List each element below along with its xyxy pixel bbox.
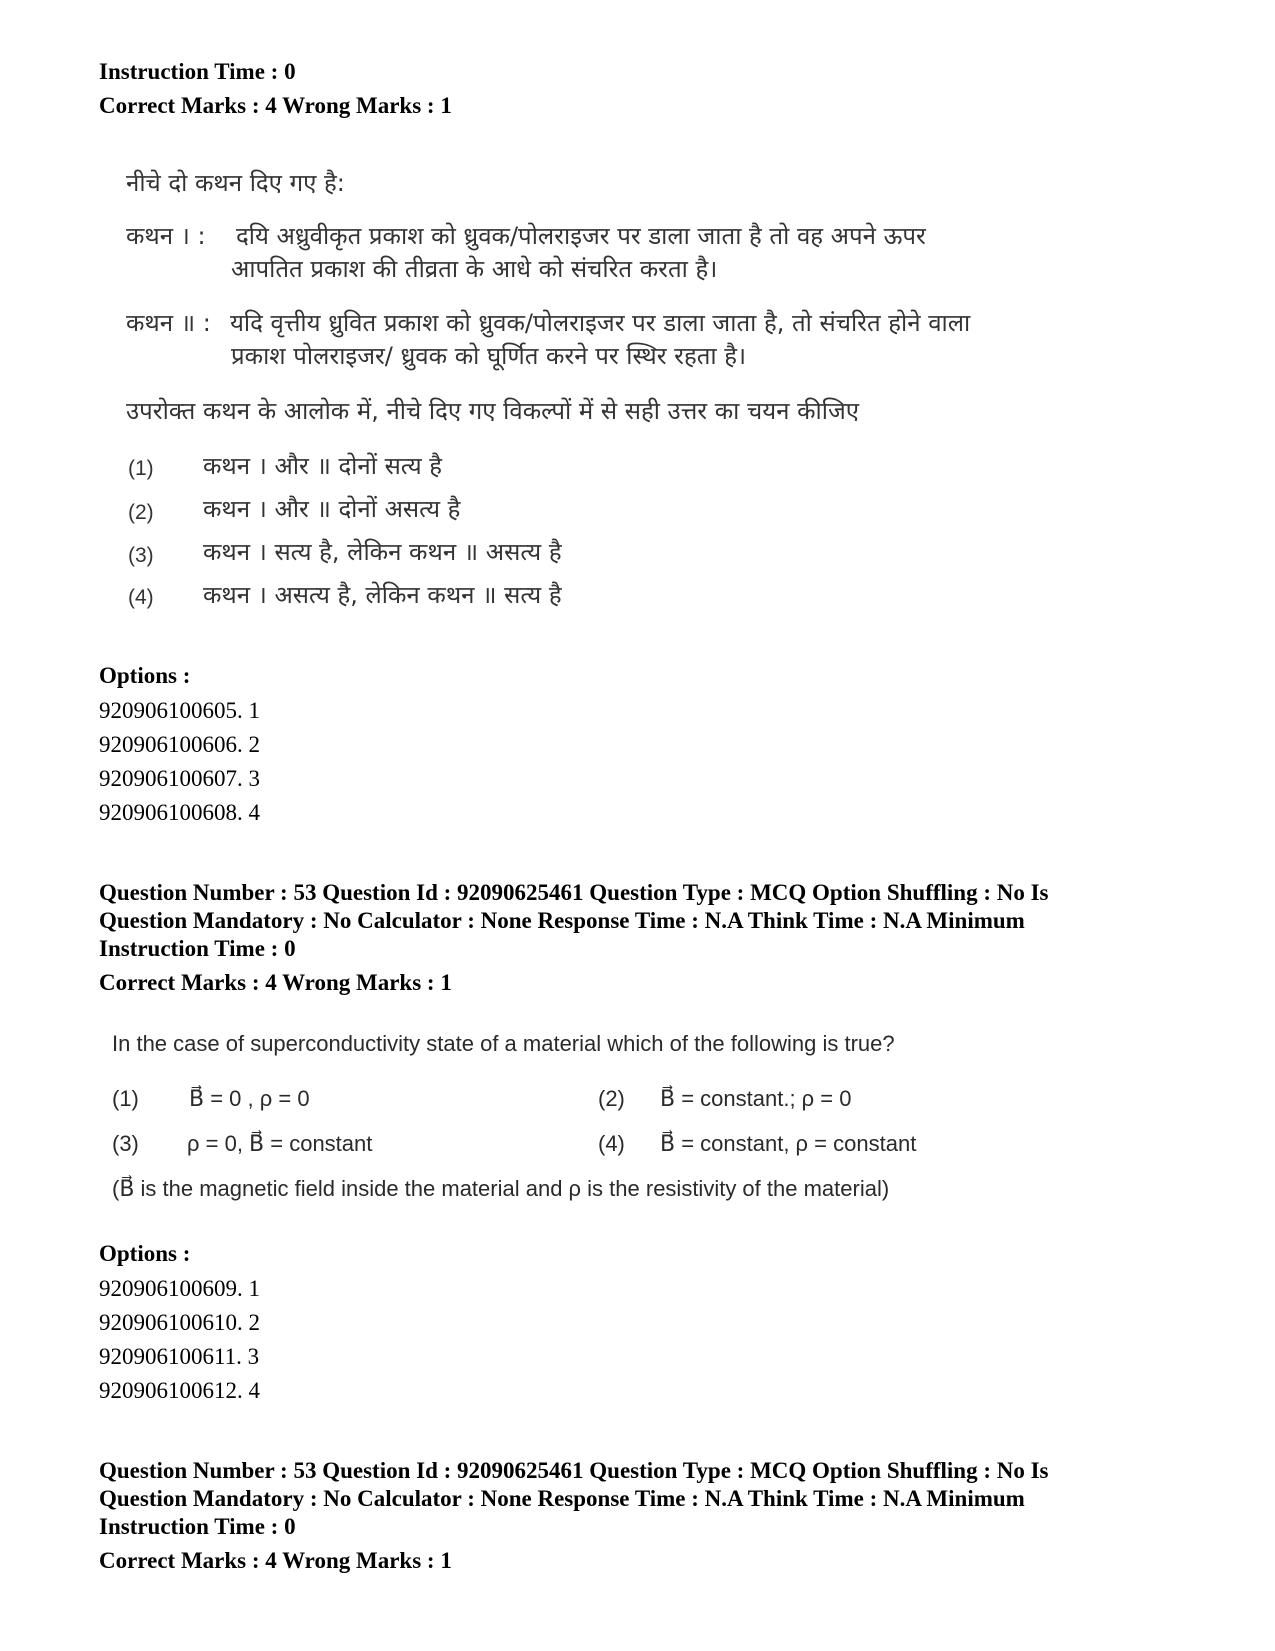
option-id: 920906100605. 1 bbox=[99, 698, 260, 723]
option-id: 920906100608. 4 bbox=[99, 800, 260, 825]
choice-number: (3) bbox=[112, 1131, 139, 1156]
statement-1-label: कथन । : bbox=[126, 222, 206, 250]
choice-text: B⃗ = constant, ρ = constant bbox=[660, 1131, 917, 1156]
choice-number: (4) bbox=[128, 586, 154, 609]
marks-info: Correct Marks : 4 Wrong Marks : 1 bbox=[99, 1548, 452, 1573]
statement-1-line-2: आपतित प्रकाश की तीव्रता के आधे को संचरित करता है। bbox=[231, 255, 718, 283]
statement-2-line-2: प्रकाश पोलराइजर/ ध्रुवक को घूर्णित करने पर स्थिर रहता है। bbox=[231, 342, 747, 370]
option-id: 920906100606. 2 bbox=[99, 732, 260, 757]
choice-text: कथन । और ॥ दोनों सत्य है bbox=[203, 452, 443, 480]
choice-text: कथन । और ॥ दोनों असत्य है bbox=[203, 495, 461, 523]
options-heading: Options : bbox=[99, 1241, 191, 1266]
option-id: 920906100610. 2 bbox=[99, 1310, 260, 1335]
instruction-time: Instruction Time : 0 bbox=[99, 936, 296, 961]
statement-1-line-1: दयि अध्रुवीकृत प्रकाश को ध्रुवक/पोलराइजर पर डाला जाता है तो वह अपने ऊपर bbox=[236, 222, 926, 250]
choice-number: (2) bbox=[598, 1086, 625, 1111]
instruction-time: Instruction Time : 0 bbox=[99, 1514, 296, 1539]
choice-text: B⃗ = 0 , ρ = 0 bbox=[189, 1086, 310, 1111]
options-heading: Options : bbox=[99, 663, 191, 688]
question-text: In the case of superconductivity state of a material which of the following is true? bbox=[112, 1031, 895, 1056]
choice-number: (1) bbox=[128, 457, 154, 480]
question-note: (B⃗ is the magnetic field inside the material and ρ is the resistivity of the material) bbox=[112, 1176, 890, 1201]
question-header-line-2: Question Mandatory : No Calculator : None Response Time : N.A Think Time : N.A Minimum bbox=[99, 908, 1025, 933]
choice-number: (3) bbox=[128, 544, 154, 567]
choice-number: (2) bbox=[128, 501, 154, 524]
instruction-time: Instruction Time : 0 bbox=[99, 59, 296, 84]
question-header-line-1: Question Number : 53 Question Id : 92090625461 Question Type : MCQ Option Shuffling : No Is bbox=[99, 1458, 1049, 1483]
statement-2-line-1: यदि वृत्तीय ध्रुवित प्रकाश को ध्रुवक/पोलराइजर पर डाला जाता है, तो संचरित होने वाला bbox=[230, 309, 971, 337]
choice-number: (4) bbox=[598, 1131, 625, 1156]
question-header-line-2: Question Mandatory : No Calculator : None Response Time : N.A Think Time : N.A Minimum bbox=[99, 1486, 1025, 1511]
marks-info: Correct Marks : 4 Wrong Marks : 1 bbox=[99, 93, 452, 118]
option-id: 920906100611. 3 bbox=[99, 1344, 260, 1369]
marks-info: Correct Marks : 4 Wrong Marks : 1 bbox=[99, 970, 452, 995]
choice-text: कथन । असत्य है, लेकिन कथन ॥ सत्य है bbox=[203, 581, 562, 609]
question-intro: नीचे दो कथन दिए गए है: bbox=[126, 169, 345, 197]
choice-text: ρ = 0, B⃗ = constant bbox=[187, 1131, 373, 1156]
option-id: 920906100612. 4 bbox=[99, 1378, 260, 1403]
question-header-line-1: Question Number : 53 Question Id : 92090625461 Question Type : MCQ Option Shuffling : No Is bbox=[99, 880, 1049, 905]
statement-2-label: कथन ॥ : bbox=[126, 309, 211, 337]
choice-text: B⃗ = constant.; ρ = 0 bbox=[660, 1086, 852, 1111]
choice-number: (1) bbox=[112, 1086, 139, 1111]
option-id: 920906100609. 1 bbox=[99, 1276, 260, 1301]
question-prompt: उपरोक्त कथन के आलोक में, नीचे दिए गए विकल्पों में से सही उत्तर का चयन कीजिए bbox=[126, 397, 860, 425]
choice-text: कथन । सत्य है, लेकिन कथन ॥ असत्य है bbox=[203, 538, 562, 566]
option-id: 920906100607. 3 bbox=[99, 766, 260, 791]
